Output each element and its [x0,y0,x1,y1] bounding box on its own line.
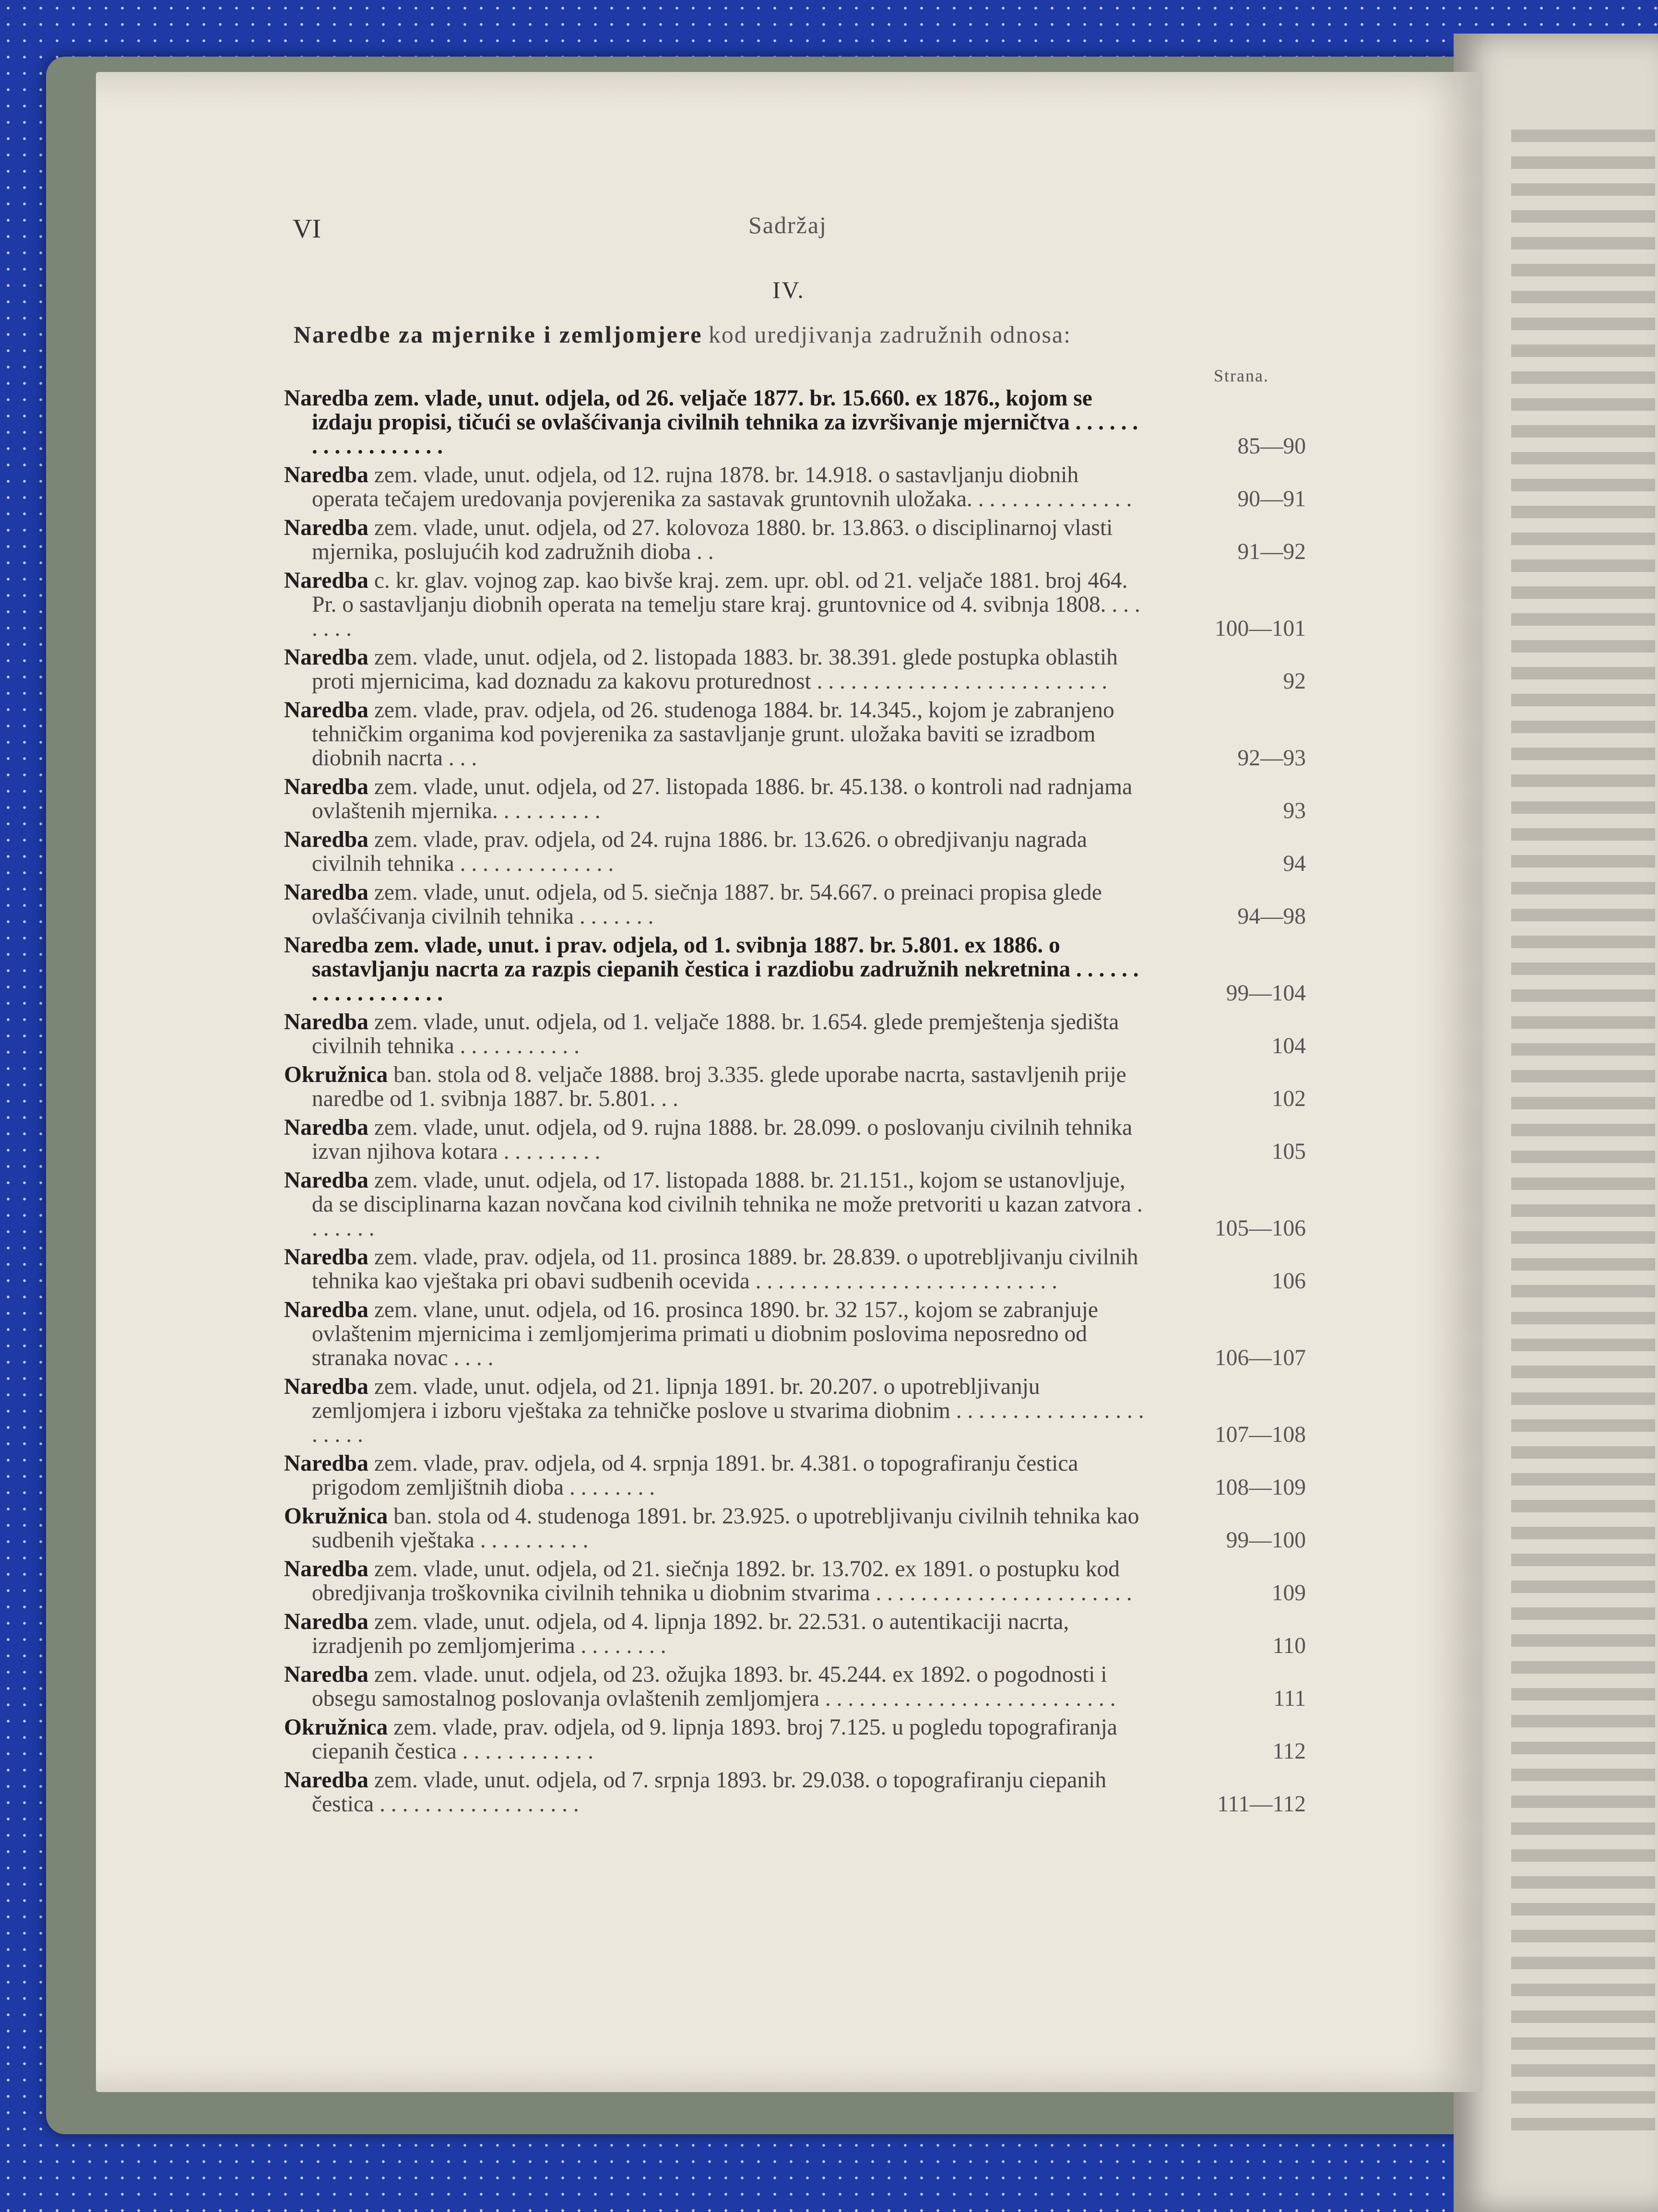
toc-entry-lead: Naredba [284,880,368,905]
toc-entry-pages: 106—107 [1215,1345,1306,1370]
toc-entry-lead: Okružnica [284,1504,388,1529]
running-head: Sadržaj [748,212,827,238]
toc-entry-body: zem. vlane, unut. odjela, od 16. prosinca 1890. br. 32 157., kojom se zabranjuje ovlaštenim mjernicima i zemljomjerima primati u diobnim poslovima neposredno od stranaka novac . . . . [312,1297,1098,1370]
toc-entry-text [284,516,1148,564]
toc-entry-pages: 99—104 [1226,981,1306,1006]
toc-entry [284,1116,1306,1164]
toc-entry [284,1010,1306,1058]
toc-entry-text [284,880,1148,928]
facing-page-text [1511,130,1655,2145]
toc-entry-body: Naredba zem. vlade, unut. i prav. odjela, od 1. svibnja 1887. br. 5.801. ex 1886. o sastavljanju nacrta za razpis ciepanih čestica i razdiobu zadružnih nekretnina . . . . . . . . . . . . . . . . . . [284,933,1139,1006]
toc-entry-lead: Naredba [284,774,368,799]
toc-entry-pages: 93 [1283,798,1306,823]
toc-entry-body: zem. vlade, unut. odjela, od 2. listopada 1883. br. 38.391. glede postupka oblastih proti mjernicima, kad doznadu za kakovu proturednost . . . . . . . . . . . . . . . . . . . . . . . . . . [312,645,1118,694]
toc-entry-pages: 105—106 [1215,1216,1306,1241]
toc-entry [284,463,1306,511]
toc-entry-text [284,1063,1148,1111]
toc-entry-body: zem. vlade, unut. odjela, od 7. srpnja 1893. br. 29.038. o topografiranju ciepanih čestica . . . . . . . . . . . . . . . . . . [312,1768,1107,1817]
toc-entry-text [284,1768,1148,1816]
toc-entry-lead: Naredba [284,645,368,670]
toc-entry-pages: 92 [1283,669,1306,694]
toc-entry-pages: 112 [1272,1739,1306,1764]
toc-entry-pages: 102 [1271,1086,1306,1111]
toc-entry-pages: 109 [1271,1581,1306,1605]
toc-entry-pages: 105 [1271,1139,1306,1164]
toc-entry [284,1715,1306,1763]
toc-entry [284,933,1306,1005]
toc-entry [284,828,1306,876]
toc-entry-lead: Naredba [284,1451,368,1476]
toc-entry-body: zem. vlade, unut. odjela, od 27. kolovoza 1880. br. 13.863. o disciplinarnoj vlasti mjernika, poslujućih kod zadružnih dioba . . [312,515,1113,564]
toc-entry [284,1451,1306,1499]
toc-entries [284,386,1306,1821]
toc-entry-lead: Naredba [284,1662,368,1687]
toc-entry-pages: 106 [1271,1269,1306,1294]
toc-entry-text [284,828,1148,876]
toc-entry-body: c. kr. glav. vojnog zap. kao bivše kraj. zem. upr. obl. od 21. veljače 1881. broj 464. Pr. o sastavljanju diobnih operata na temelju stare kraj. gruntovnice od 4. svibnja 1808. . . . . . . . [312,568,1140,641]
toc-entry [284,516,1306,564]
toc-entry-lead: Naredba [284,1115,368,1140]
toc-entry-lead: Naredba [284,1609,368,1634]
toc-entry-pages: 94—98 [1237,904,1306,929]
toc-entry-text [284,386,1148,458]
toc-entry [284,645,1306,693]
toc-entry-text [284,1116,1148,1164]
toc-entry-lead: Naredba [284,827,368,852]
section-heading-rest: kod uredjivanja zadružnih odnosa: [708,321,1071,348]
toc-entry [284,386,1306,458]
toc-entry-lead: Naredba [284,1768,368,1793]
section-heading-bold: Naredbe za mjernike i zemljomjere [294,321,703,348]
toc-entry-body: ban. stola od 8. veljače 1888. broj 3.335. glede uporabe nacrta, sastavljenih prije naredbe od 1. svibnja 1887. br. 5.801. . . [312,1062,1126,1111]
toc-entry-pages: 99—100 [1226,1528,1306,1553]
toc-entry [284,1768,1306,1816]
toc-entry-body: zem. vlade. unut. odjela, od 23. ožujka 1893. br. 45.244. ex 1892. o pogodnosti i obsegu samostalnog poslovanja ovlaštenih zemljomjera . . . . . . . . . . . . . . . . . . . . . . . . . . [312,1662,1116,1711]
toc-entry-body: zem. vlade, unut. odjela, od 17. listopada 1888. br. 21.151., kojom se ustanovljuje, da se disciplinarna kazan novčana kod civilnih tehnika ne može pretvoriti u kazan zatvora . . . . . . . [312,1168,1143,1241]
toc-entry-body: zem. vlade, unut. odjela, od 12. rujna 1878. br. 14.918. o sastavljanju diobnih operata tečajem uredovanja povjerenika za sastavak gruntovnih uložaka. . . . . . . . . . . . . . . [312,463,1132,511]
toc-entry-text [284,1663,1148,1711]
toc-entry-text [284,698,1148,770]
toc-entry [284,569,1306,641]
toc-entry-body: Naredba zem. vlade, unut. odjela, od 26. veljače 1877. br. 15.660. ex 1876., kojom se izdaju propisi, tičući se ovlašćivanja civilnih tehnika za izvršivanje mjerničtva . . . . . . . . . . . . . . . . . . [284,386,1138,459]
toc-entry-body: zem. vlade, unut. odjela, od 1. veljače 1888. br. 1.654. glede premještenja sjedišta civilnih tehnika . . . . . . . . . . . [312,1010,1119,1058]
toc-entry [284,698,1306,770]
toc-entry-lead: Naredba [284,1245,368,1270]
toc-entry-text [284,1168,1148,1240]
toc-entry [284,1557,1306,1605]
toc-entry-body: zem. vlade, unut. odjela, od 9. rujna 1888. br. 28.099. o poslovanju civilnih tehnika izvan njihova kotara . . . . . . . . . [312,1115,1133,1164]
facing-page [1454,34,1658,2212]
toc-entry-pages: 108—109 [1215,1475,1306,1500]
section-heading [294,321,1311,348]
toc-entry-body: zem. vlade, prav. odjela, od 26. studenoga 1884. br. 14.345., kojom je zabranjeno tehničkim organima kod povjerenika za sastavljanje grunt. uložaka baviti se izradbom diobnih nacrta . . . [312,698,1114,771]
toc-entry-pages: 111—112 [1217,1792,1306,1817]
toc-entry-lead: Naredba [284,698,368,723]
toc-entry-lead: Naredba [284,1557,368,1582]
toc-entry-body: zem. vlade, prav. odjela, od 11. prosinca 1889. br. 28.839. o upotrebljivanju civilnih tehnika kao vještaka pri obavi sudbenih ocevida . . . . . . . . . . . . . . . . . . . . . . . . . . . [312,1245,1138,1294]
toc-entry-pages: 90—91 [1237,487,1306,511]
toc-entry-pages: 91—92 [1237,539,1306,564]
section-number: IV. [772,276,805,303]
toc-entry-text [284,1245,1148,1293]
toc-entry-body: zem. vlade, prav. odjela, od 4. srpnja 1891. br. 4.381. o topografiranju čestica prigodom zemljištnih dioba . . . . . . . . [312,1451,1078,1500]
toc-entry [284,880,1306,928]
toc-entry-pages: 100—101 [1215,616,1306,641]
toc-entry-text [284,1557,1148,1605]
page-column-label: Strana. [1214,366,1269,385]
toc-entry-body: zem. vlade, prav. odjela, od 9. lipnja 1893. broj 7.125. u pogledu topografiranja ciepanih čestica . . . . . . . . . . . . [312,1715,1117,1764]
toc-entry-text [284,1504,1148,1552]
toc-entry-text [284,1375,1148,1447]
toc-entry [284,1245,1306,1293]
toc-entry-lead: Naredba [284,568,368,593]
toc-entry [284,1663,1306,1711]
toc-entry [284,1168,1306,1240]
toc-entry [284,1298,1306,1370]
toc-entry-lead: Okružnica [284,1715,388,1740]
toc-entry-pages: 85—90 [1237,434,1306,459]
toc-entry [284,1610,1306,1658]
toc-entry-text [284,775,1148,823]
toc-entry-body: zem. vlade, unut. odjela, od 21. siečnja 1892. br. 13.702. ex 1891. o postupku kod obredjivanja troškovnika civilnih tehnika u diobnim stvarima . . . . . . . . . . . . . . . . . . . . . . . [312,1557,1132,1605]
toc-entry-lead: Naredba [284,1168,368,1193]
toc-entry-lead: Naredba [284,1297,368,1322]
toc-entry-text [284,1715,1148,1763]
toc-entry-body: ban. stola od 4. studenoga 1891. br. 23.925. o upotrebljivanju civilnih tehnika kao sudbenih vještaka . . . . . . . . . . [312,1504,1139,1553]
toc-entry-pages: 110 [1272,1633,1306,1658]
toc-entry-text [284,569,1148,641]
toc-entry-text [284,645,1148,693]
toc-entry [284,1504,1306,1552]
toc-entry-text [284,1010,1148,1058]
toc-entry-text [284,1610,1148,1658]
page-number: VI [293,214,321,244]
toc-entry-text [284,933,1148,1005]
toc-entry-pages: 104 [1271,1034,1306,1058]
toc-entry-body: zem. vlade, prav. odjela, od 24. rujna 1886. br. 13.626. o obredjivanju nagrada civilnih tehnika . . . . . . . . . . . . . . [312,827,1087,876]
toc-entry [284,1063,1306,1111]
toc-entry [284,775,1306,823]
toc-entry-lead: Naredba [284,1374,368,1399]
toc-entry-text [284,1451,1148,1499]
toc-entry-pages: 111 [1273,1686,1306,1711]
toc-entry-body: zem. vlade, unut. odjela, od 27. listopada 1886. br. 45.138. o kontroli nad radnjama ovlaštenih mjernika. . . . . . . . . . [312,774,1133,823]
toc-entry-text [284,463,1148,511]
toc-entry-body: zem. vlade, unut. odjela, od 5. siečnja 1887. br. 54.667. o preinaci propisa glede ovlašćivanja civilnih tehnika . . . . . . . [312,880,1102,929]
toc-entry-lead: Naredba [284,463,368,488]
toc-entry-lead: Naredba [284,515,368,540]
toc-entry-body: zem. vlade, unut. odjela, od 4. lipnja 1892. br. 22.531. o autentikaciji nacrta, izradjenih po zemljomjerima . . . . . . . . [312,1609,1069,1658]
toc-entry-lead: Naredba [284,1010,368,1035]
toc-entry-pages: 92—93 [1237,746,1306,771]
toc-entry-text [284,1298,1148,1370]
toc-entry-pages: 107—108 [1215,1422,1306,1447]
toc-entry-body: zem. vlade, unut. odjela, od 21. lipnja 1891. br. 20.207. o upotrebljivanju zemljomjera i izboru vještaka za tehničke poslove u stvarima diobnim . . . . . . . . . . . . . . . . . . . . . . [312,1374,1144,1447]
toc-entry-lead: Okružnica [284,1062,388,1087]
toc-entry-pages: 94 [1283,851,1306,876]
toc-entry [284,1375,1306,1447]
